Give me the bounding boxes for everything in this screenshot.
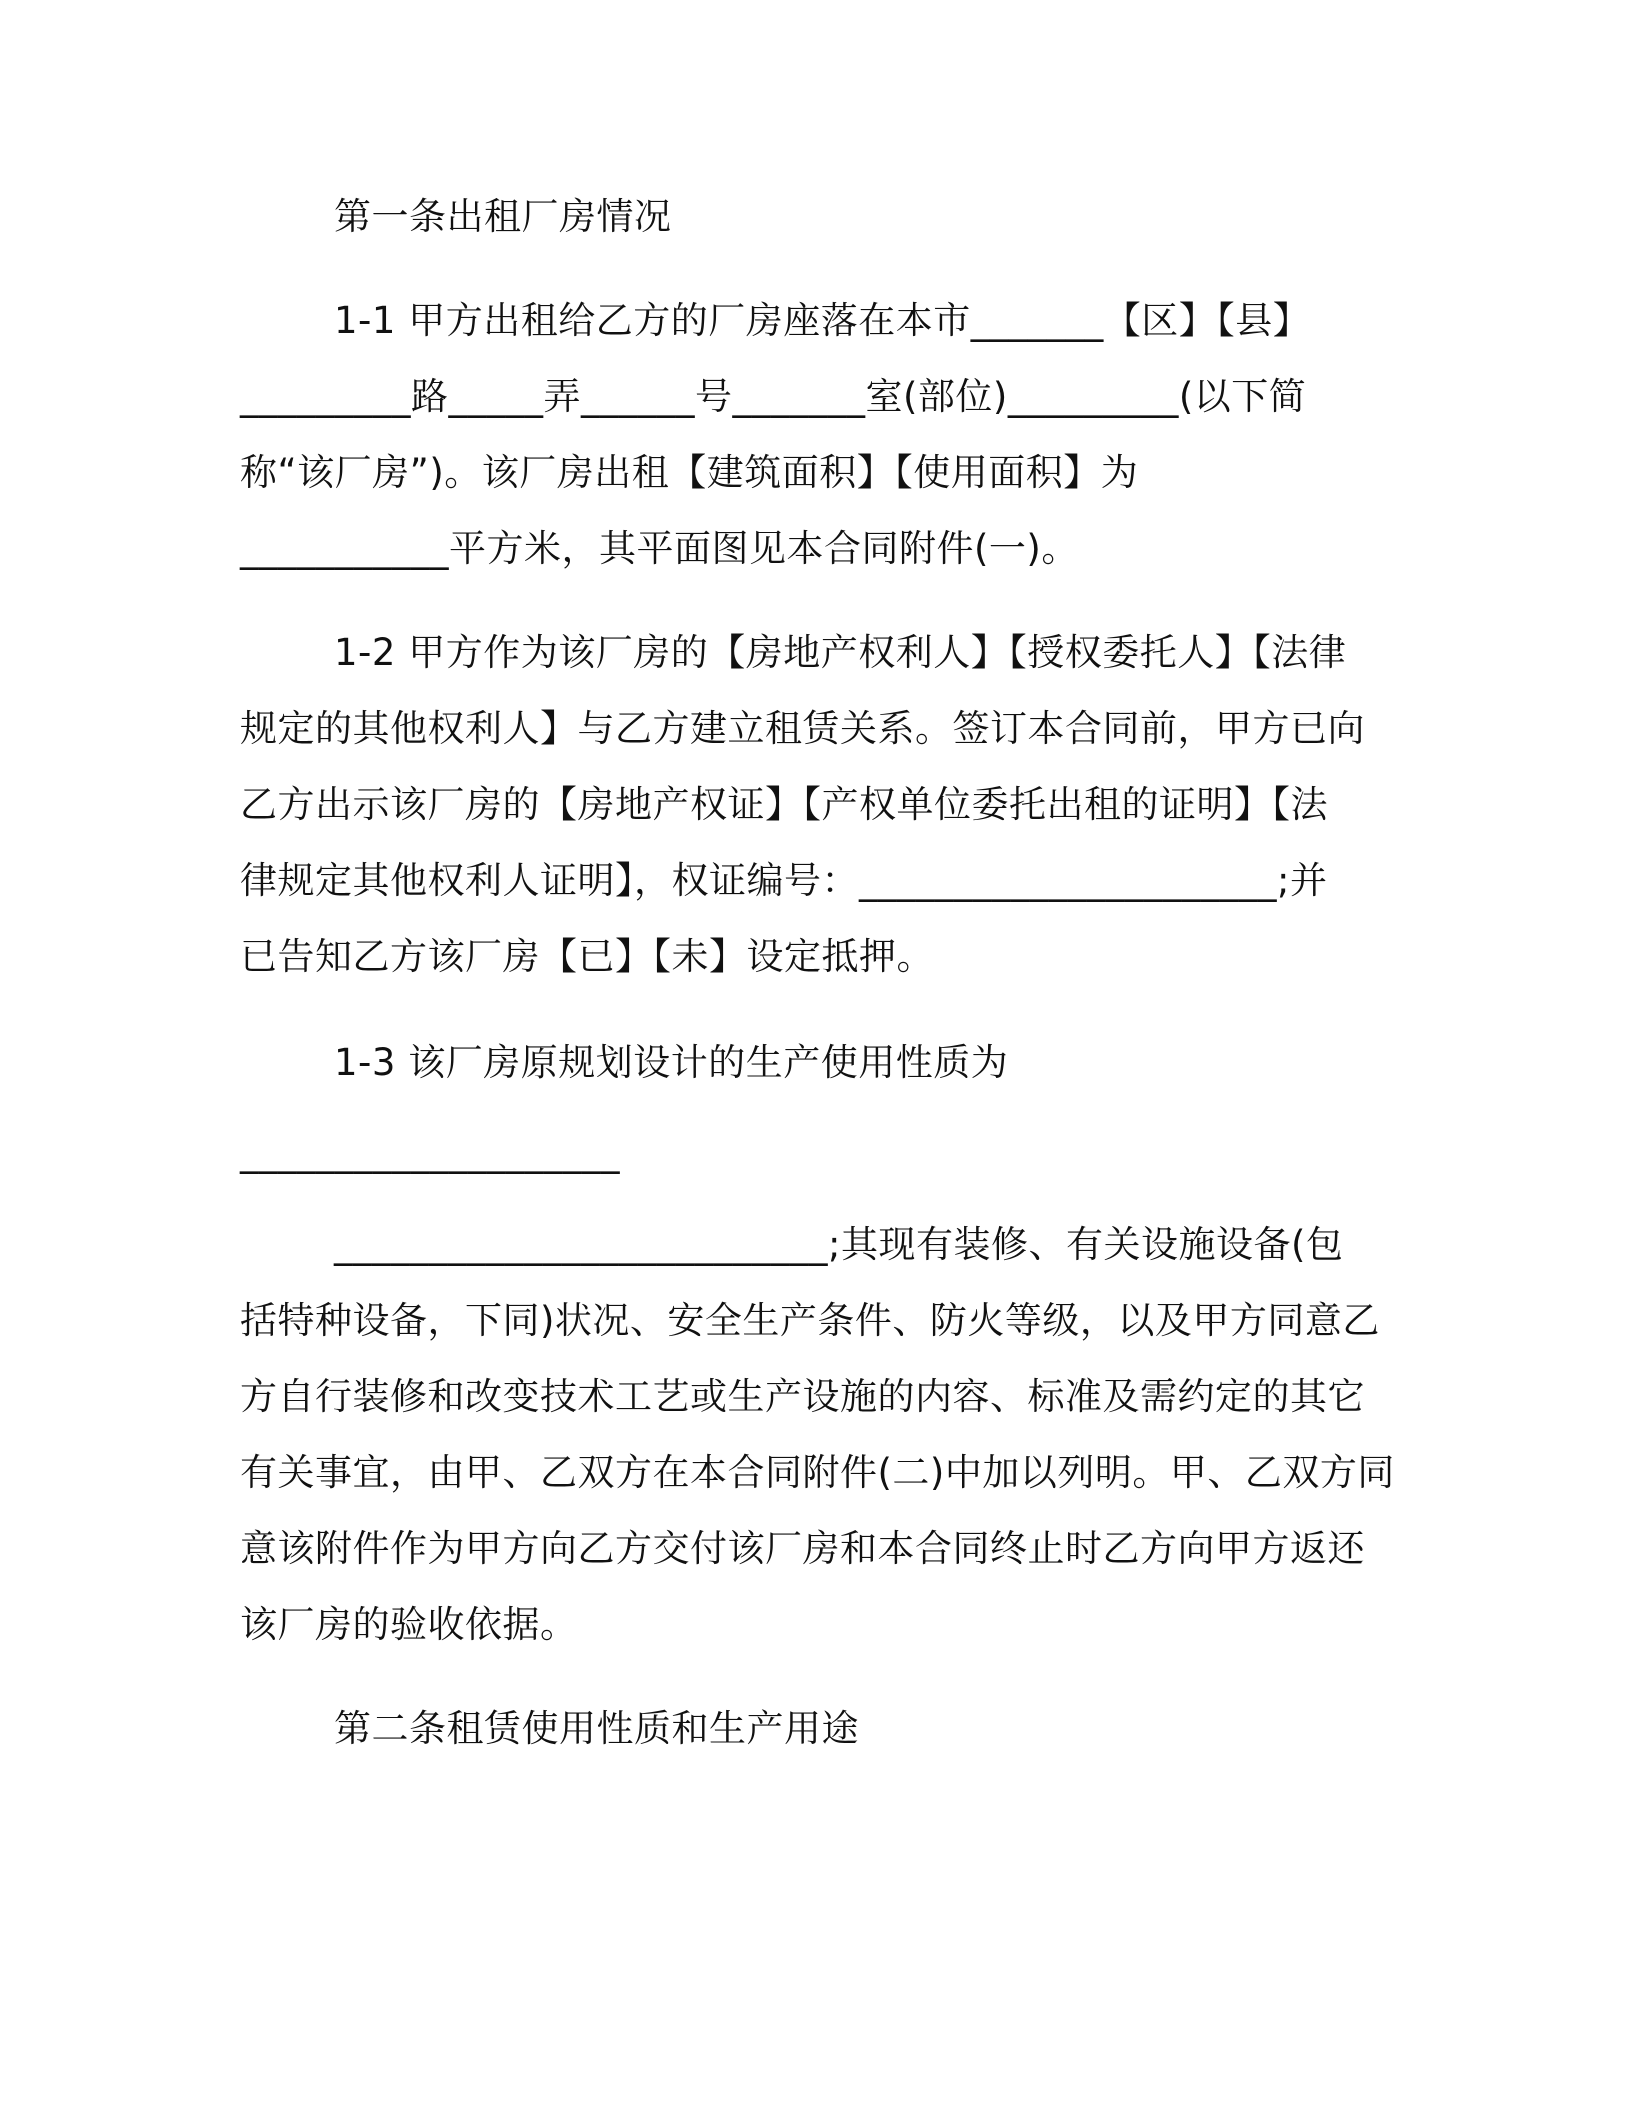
clause-1-2-line-2: 规定的其他权利人】与乙方建立租赁关系。签订本合同前，甲方已向 <box>240 707 1365 750</box>
clause-1-2-line-1: 1-2 甲方作为该厂房的【房地产权利人】【授权委托人】【法律 <box>334 631 1347 674</box>
article-1-heading: 第一条出租厂房情况 <box>334 195 672 238</box>
clause-1-3-line-3: 括特种设备，下同)状况、安全生产条件、防火等级，以及甲方同意乙 <box>240 1299 1380 1342</box>
clause-1-1-line-4: ___________平方米，其平面图见本合同附件(一)。 <box>240 527 1079 570</box>
clause-1-3-line-5: 有关事宜，由甲、乙双方在本合同附件(二)中加以列明。甲、乙双方同 <box>240 1451 1395 1494</box>
clause-1-3-line-4: 方自行装修和改变技术工艺或生产设施的内容、标准及需约定的其它 <box>240 1375 1365 1418</box>
clause-1-3-line-2: __________________________;其现有装修、有关设施设备(包 <box>334 1223 1344 1266</box>
clause-1-2-line-4: 律规定其他权利人证明】，权证编号：______________________;并 <box>240 859 1328 902</box>
clause-1-3-line-1: 1-3 该厂房原规划设计的生产使用性质为 <box>334 1041 1009 1084</box>
clause-1-2-line-5: 已告知乙方该厂房【已】【未】设定抵押。 <box>240 935 934 978</box>
clause-1-3-blank-line: ____________________ <box>240 1131 620 1174</box>
clause-1-1-line-1: 1-1 甲方出租给乙方的厂房座落在本市_______【区】【县】 <box>334 299 1311 342</box>
clause-1-1-line-3: 称“该厂房”)。该厂房出租【建筑面积】【使用面积】为 <box>240 451 1139 494</box>
clause-1-3-line-7: 该厂房的验收依据。 <box>240 1603 578 1646</box>
article-2-heading: 第二条租赁使用性质和生产用途 <box>334 1707 859 1750</box>
clause-1-2-line-3: 乙方出示该厂房的【房地产权证】【产权单位委托出租的证明】【法 <box>240 783 1328 826</box>
clause-1-3-line-6: 意该附件作为甲方向乙方交付该厂房和本合同终止时乙方向甲方返还 <box>240 1527 1365 1570</box>
clause-1-1-line-2: _________路_____弄______号_______室(部位)_________(以下简 <box>240 375 1307 418</box>
